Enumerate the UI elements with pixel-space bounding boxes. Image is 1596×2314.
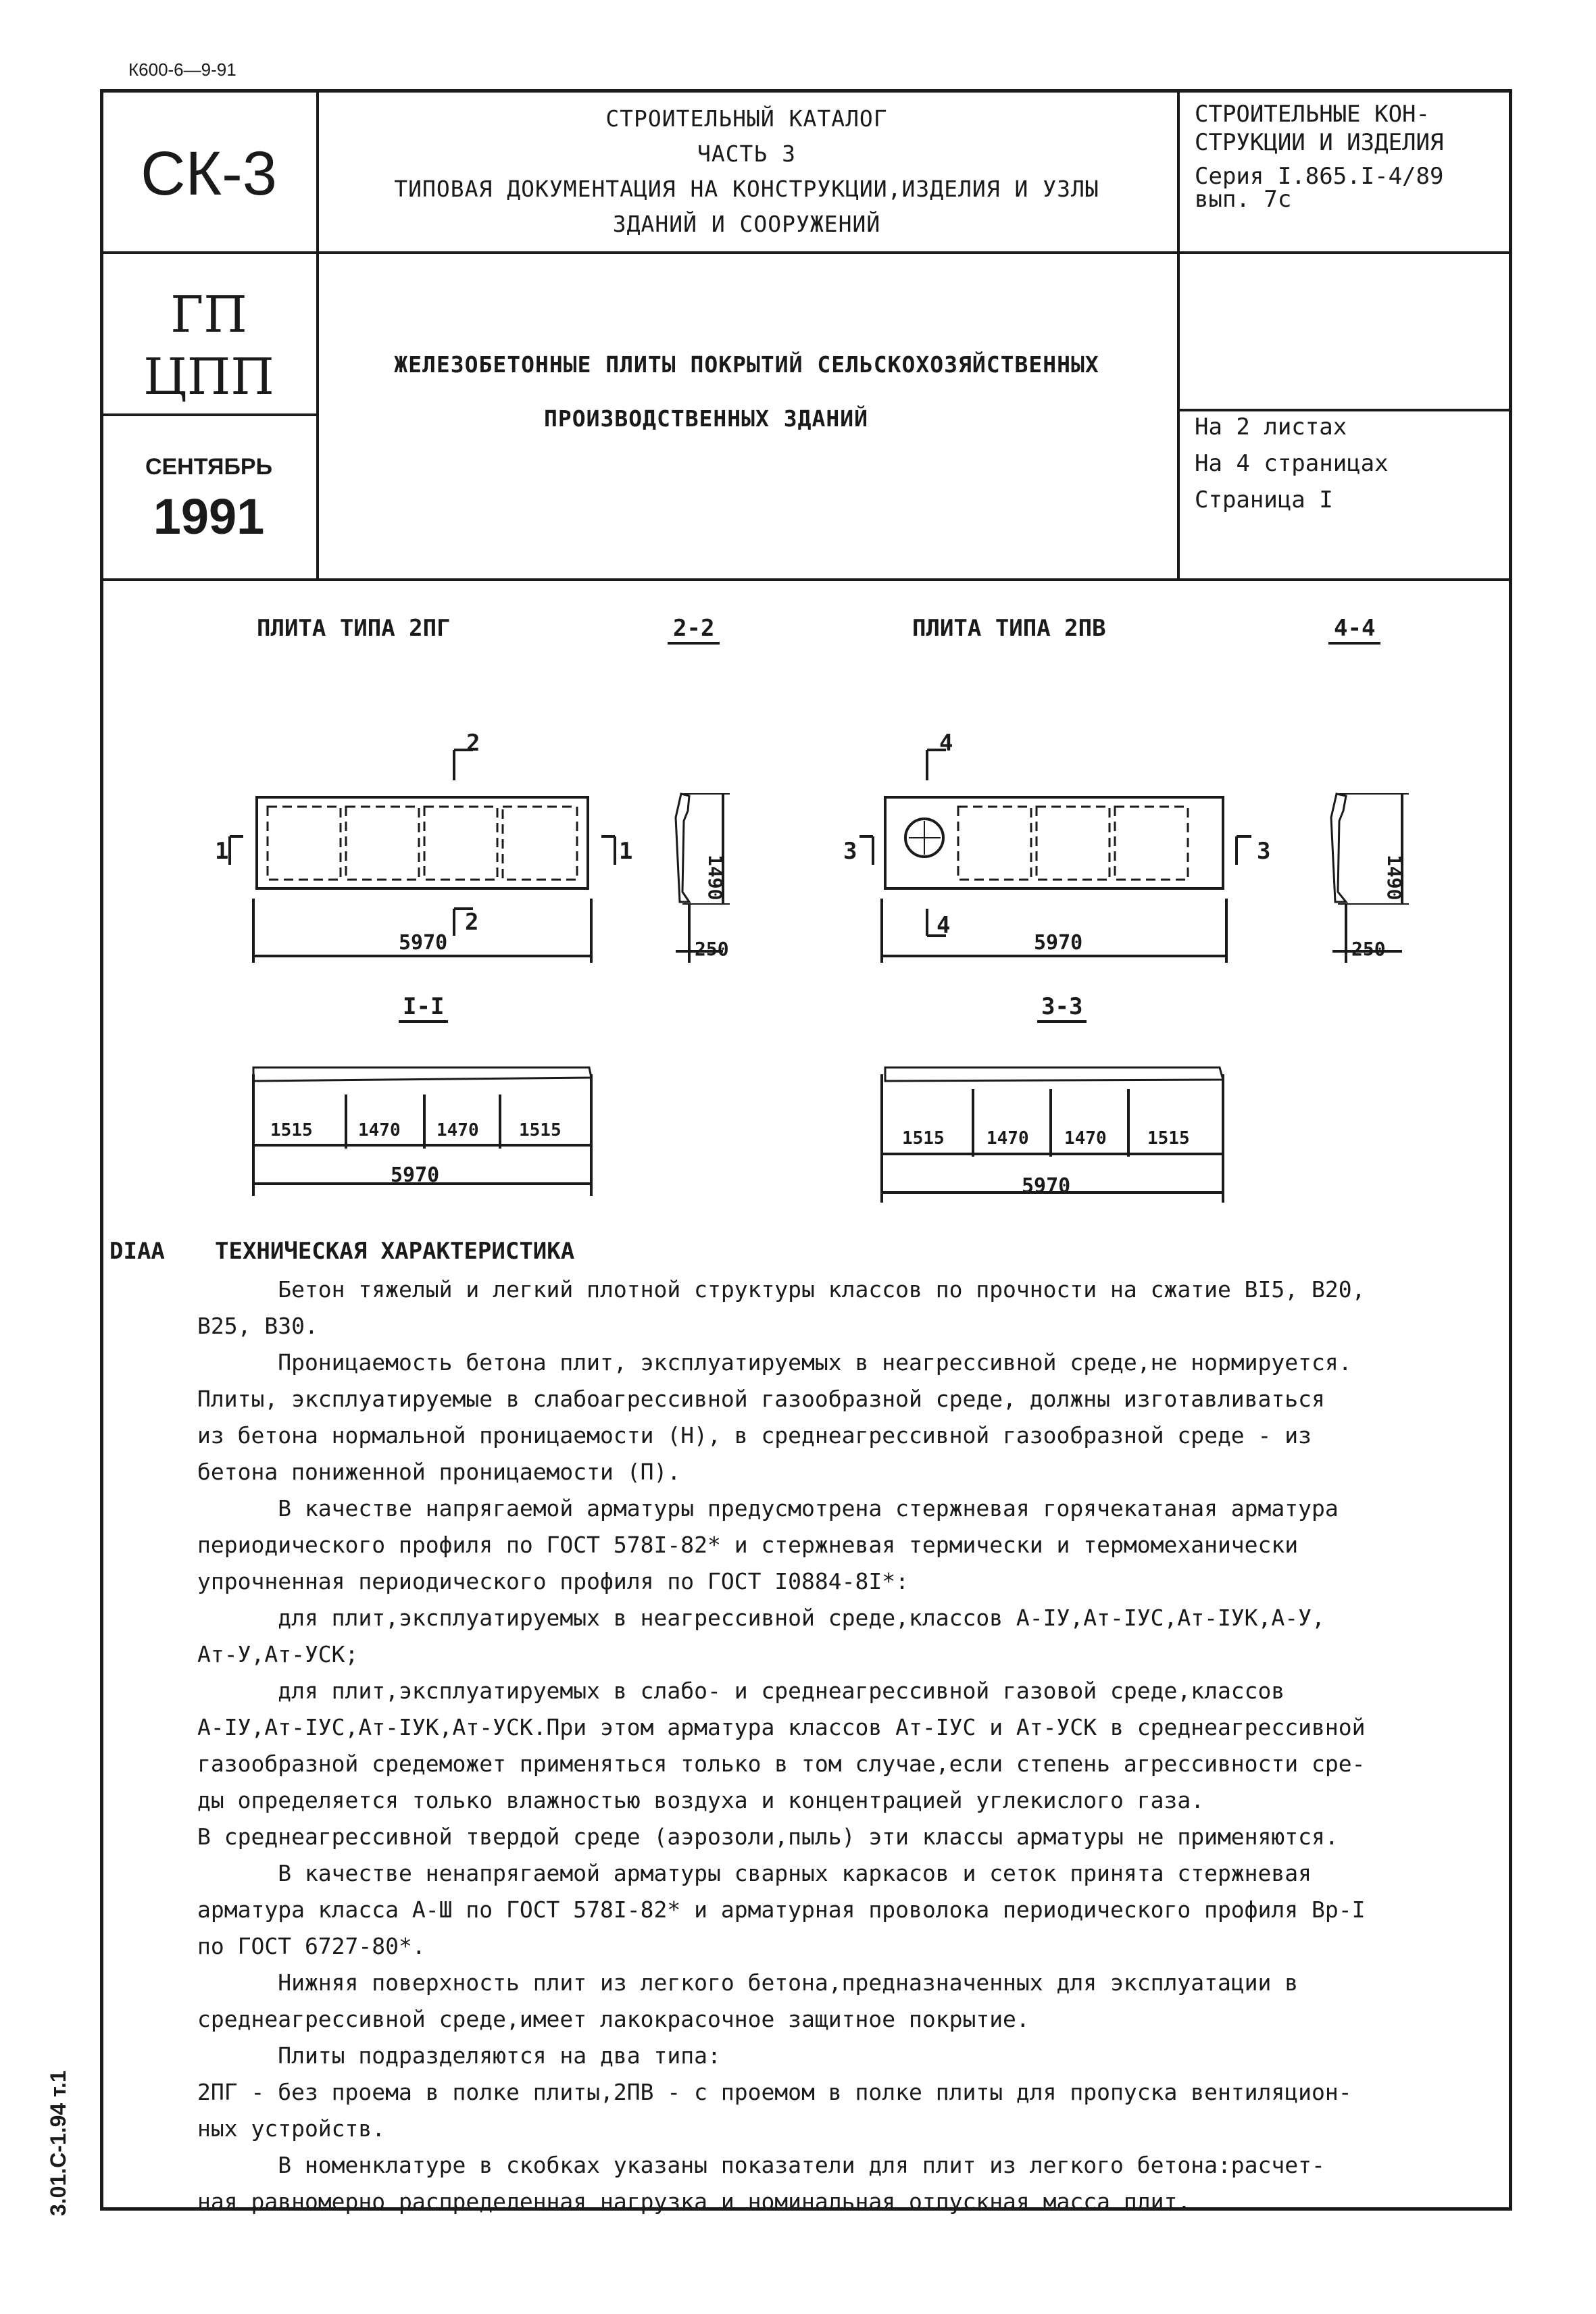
section3-total: 5970	[1022, 1174, 1071, 1198]
section-line1: СТРОИТЕЛЬНЫЕ КОН-	[1195, 101, 1430, 128]
text-line: для плит,эксплуатируемых в слабо- и среднеагрессивной газовой среде,классов	[197, 1678, 1285, 1704]
section-line3: Серия I.865.I-4/89	[1195, 163, 1444, 190]
text-line: В качестве напрягаемой арматуры предусмотрена стержневая горячекатаная арматура	[197, 1495, 1339, 1521]
text-code: DIAA	[109, 1238, 165, 1265]
catalog-line2: ЧАСТЬ 3	[697, 141, 797, 167]
text-line: бетона пониженной проницаемости (П).	[197, 1459, 681, 1485]
plate2-length-dim: 5970	[1034, 931, 1083, 955]
stamp-month: СЕНТЯБРЬ	[145, 454, 273, 480]
title-line1: ЖЕЛЕЗОБЕТОННЫЕ ПЛИТЫ ПОКРЫТИЙ СЕЛЬСКОХОЗЯЙСТВЕННЫХ	[394, 351, 1099, 378]
plate2-outline	[885, 797, 1223, 888]
section1-title: I-I	[399, 993, 448, 1023]
text-line: периодического профиля по ГОСТ 578I-82* и стержневая термически и термомеханически	[197, 1532, 1299, 1558]
text-line: B25, B30.	[197, 1313, 318, 1339]
text-line: В качестве ненапрягаемой арматуры сварных каркасов и сеток принята стержневая	[197, 1860, 1312, 1886]
section3-title: 3-3	[1037, 993, 1087, 1023]
stamp-org-line2: ЦПП	[143, 348, 274, 406]
section-line4: вып. 7с	[1195, 186, 1292, 213]
section1-dim-4: 1515	[519, 1120, 562, 1140]
title-line2: ПРОИЗВОДСТВЕННЫХ ЗДАНИЙ	[544, 405, 868, 432]
section1-dim-3: 1470	[437, 1120, 479, 1140]
plate2-mark-bottom: 4	[937, 912, 951, 939]
text-line: А-IУ,Ат-IУС,Ат-IУК,Ат-УСК.При этом арматура классов Ат-IУС и Ат-УСК в среднеагрессивной	[197, 1714, 1366, 1740]
plate1-mark-bottom: 2	[465, 909, 479, 936]
catalog-line4: ЗДАНИЙ И СООРУЖЕНИЙ	[612, 211, 881, 237]
plate1-length-dim: 5970	[399, 931, 448, 955]
section1-total: 5970	[391, 1163, 440, 1187]
plate1-height-dim: 250	[695, 938, 729, 960]
document-code: К600-6—9-91	[128, 59, 236, 80]
text-line: В среднеагрессивной твердой среде (аэрозоли,пыль) эти классы арматуры не применяются.	[197, 1823, 1339, 1850]
stamp-year: 1991	[153, 488, 265, 545]
text-line: Бетон тяжелый и легкий плотной структуры классов по прочности на сжатие BI5, B20,	[197, 1276, 1366, 1303]
stamp-org-line1: ГП	[170, 286, 247, 344]
plate2-mark-right: 3	[1257, 838, 1271, 865]
plate1-title: ПЛИТА ТИПА 2ПГ	[257, 615, 451, 642]
plate1-mark-top: 2	[466, 730, 480, 757]
text-line: газообразной средеможет применяться только в том случае,если степень агрессивности сре-	[197, 1751, 1366, 1777]
section3-dim-1: 1515	[902, 1128, 945, 1149]
plate2-height-dim: 250	[1351, 938, 1386, 960]
text-line: Нижняя поверхность плит из легкого бетона,предназначенных для эксплуатации в	[197, 1969, 1299, 1996]
sheets-line3: Страница I	[1195, 486, 1333, 513]
text-line: по ГОСТ 6727-80*.	[197, 1933, 426, 1959]
text-line: среднеагрессивной среде,имеет лакокрасочное защитное покрытие.	[197, 2006, 1030, 2032]
plate1-mark-left: 1	[215, 838, 229, 865]
tech-text	[197, 1272, 1501, 2220]
text-line: арматура класса А-Ш по ГОСТ 578I-82* и арматурная проволока периодического профиля Вр-I	[197, 1896, 1366, 1923]
text-line: В номенклатуре в скобках указаны показатели для плит из легкого бетона:расчет-	[197, 2152, 1325, 2178]
text-line: упрочненная периодического профиля по ГОСТ I0884-8I*:	[197, 1568, 909, 1594]
section1-dim-2: 1470	[358, 1120, 401, 1140]
section-line2: СТРУКЦИИ И ИЗДЕЛИЯ	[1195, 129, 1444, 156]
section1-dim-1: 1515	[270, 1120, 313, 1140]
plate2-mark-top: 4	[939, 730, 953, 757]
sheets-line2: На 4 страницах	[1195, 450, 1389, 477]
text-line: ных устройств.	[197, 2115, 386, 2142]
side-code: 3.01.С-1.94 т.1	[46, 2070, 70, 2216]
section3-dim-3: 1470	[1064, 1128, 1107, 1149]
text-line: ды определяется только влажностью воздуха и концентрацией углекислого газа.	[197, 1787, 1205, 1813]
section3-dim-4: 1515	[1147, 1128, 1190, 1149]
text-line: Ат-У,Ат-УСК;	[197, 1641, 359, 1667]
catalog-line3: ТИПОВАЯ ДОКУМЕНТАЦИЯ НА КОНСТРУКЦИИ,ИЗДЕЛИЯ И УЗЛЫ	[394, 176, 1099, 202]
plate1-width-dim: 1490	[704, 855, 726, 901]
plate1-mark-right: 1	[619, 838, 633, 865]
plate2-width-dim: 1490	[1383, 855, 1405, 901]
tech-heading: ТЕХНИЧЕСКАЯ ХАРАКТЕРИСТИКА	[215, 1238, 575, 1265]
plate2-mark-left: 3	[843, 838, 857, 865]
section3-dim-2: 1470	[987, 1128, 1029, 1149]
catalog-line1: СТРОИТЕЛЬНЫЙ КАТАЛОГ	[605, 105, 888, 132]
stamp-code: СК-3	[141, 139, 277, 208]
text-line: для плит,эксплуатируемых в неагрессивной среде,классов А-IУ,Ат-IУС,Ат-IУК,А-У,	[197, 1605, 1325, 1631]
plate1-section-label: 2-2	[668, 615, 720, 645]
text-line: 2ПГ - без проема в полке плиты,2ПВ - с проемом в полке плиты для пропуска вентиляцион-	[197, 2079, 1352, 2105]
text-line: Плиты, эксплуатируемые в слабоагрессивной газообразной среде, должны изготавливаться	[197, 1386, 1325, 1412]
text-line: Проницаемость бетона плит, эксплуатируемых в неагрессивной среде,не нормируется.	[197, 1349, 1352, 1376]
text-line: Плиты подразделяются на два типа:	[197, 2042, 721, 2069]
text-line: из бетона нормальной проницаемости (Н), в среднеагрессивной газообразной среде - из	[197, 1422, 1312, 1449]
plate2-section-label: 4-4	[1328, 615, 1380, 645]
text-line: ная равномерно распределенная нагрузка и номинальная отпускная масса плит.	[197, 2188, 1191, 2215]
plate1-outline	[257, 797, 588, 888]
sheets-line1: На 2 листах	[1195, 413, 1347, 441]
plate2-title: ПЛИТА ТИПА 2ПВ	[912, 615, 1106, 642]
